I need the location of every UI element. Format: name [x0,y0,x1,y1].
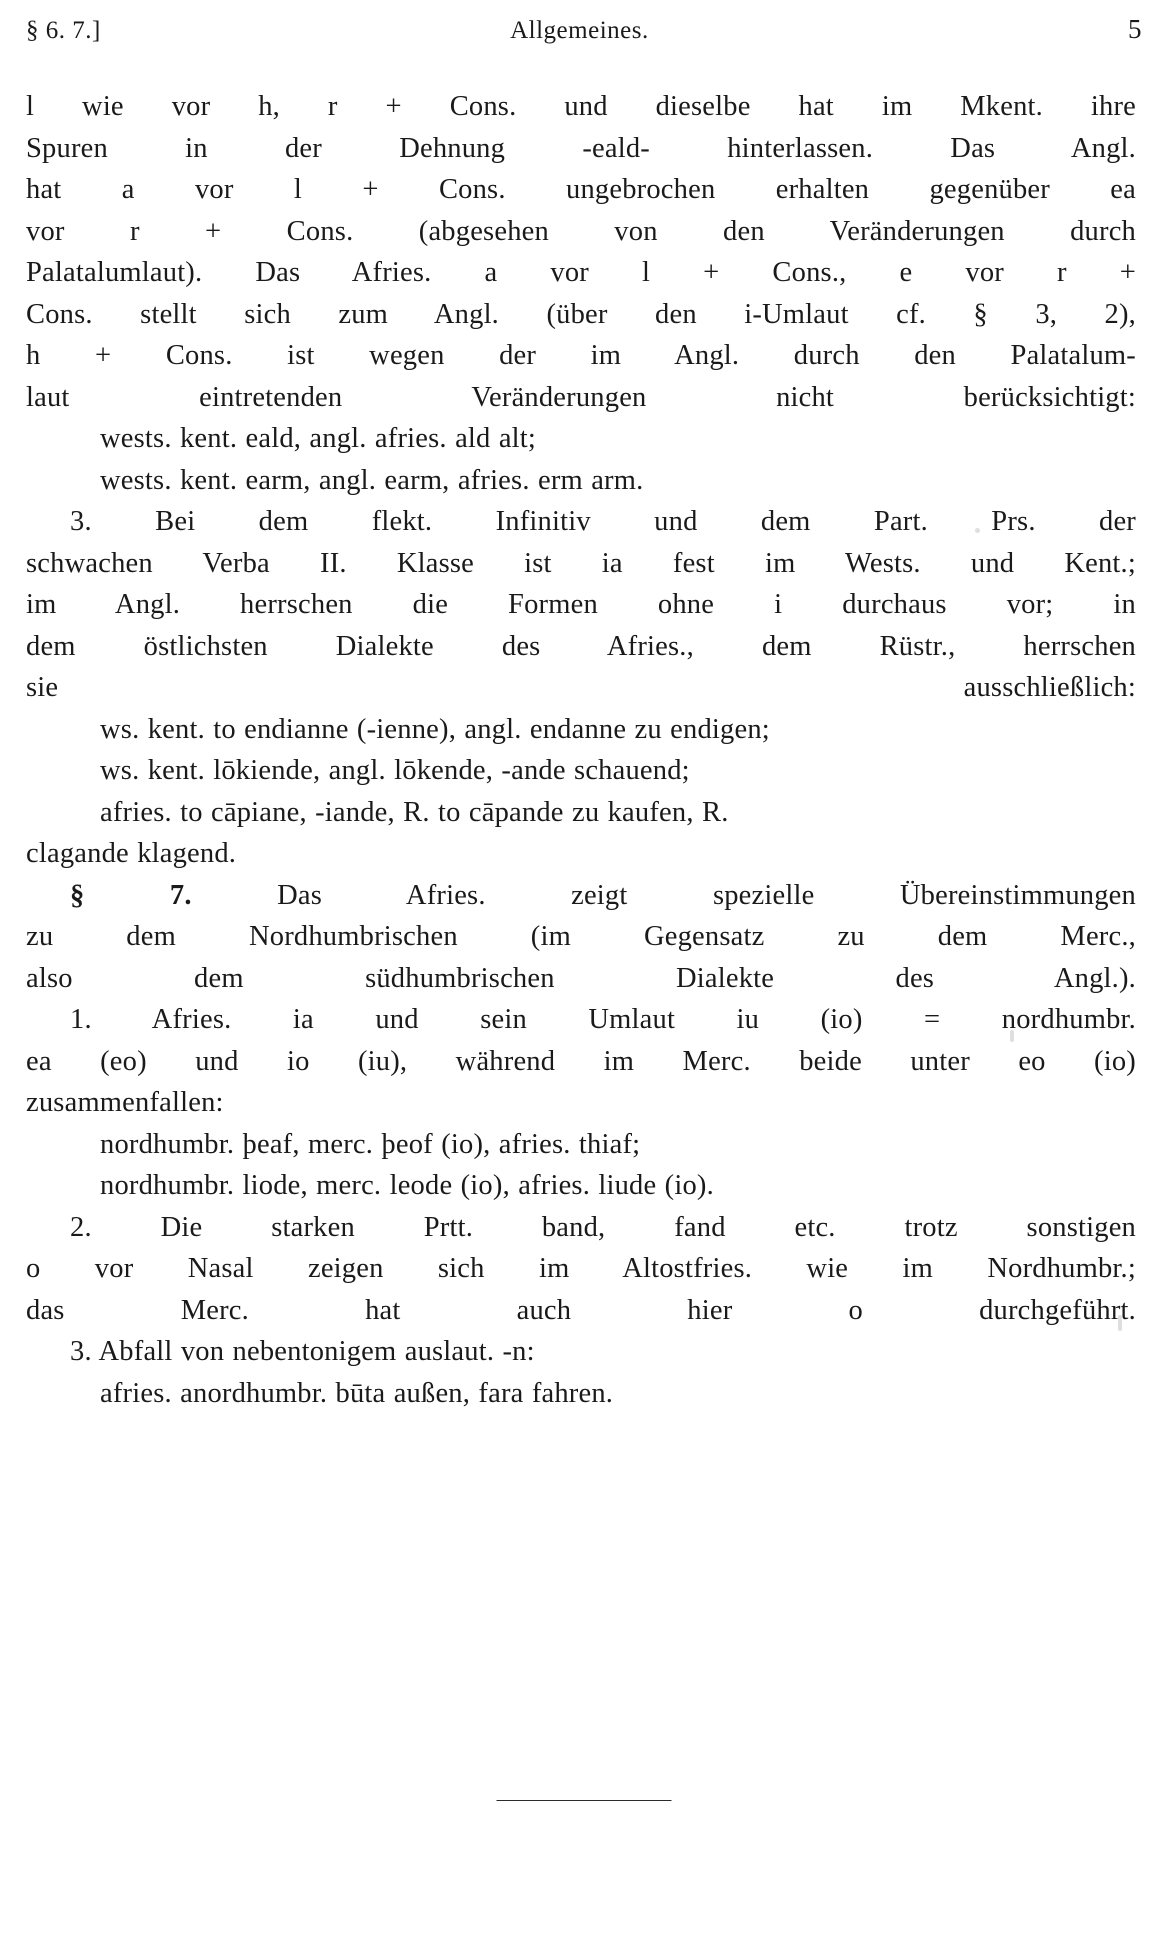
section-marker: § 7. [70,879,192,911]
line: Palatalumlaut). Das Afries. a vor l + Cons., e vor r + [26,257,1136,288]
example-line: nordhumbr. liode, merc. leode (io), afries. liude (io). [100,1170,714,1201]
running-head-title: Allgemeines. [510,17,649,44]
line: Spuren in der Dehnung -eald- hinterlassen. Das Angl. [26,132,1136,164]
line: 2. Die starken Prtt. band, fand etc. trotz sonstigen [70,1211,1136,1243]
example-line: afries. anordhumbr. būta außen, fara fahren. [100,1377,614,1409]
paragraph-continuation [26,86,1136,418]
line: sie ausschließlich: [26,672,1136,703]
page-speck [1010,1030,1014,1042]
line: zu dem Nordhumbrischen (im Gegensatz zu dem Merc., [26,921,1136,952]
paragraph-item-1 [26,999,1136,1124]
page-speck [1118,1315,1122,1331]
line: Cons. stellt sich zum Angl. (über den i-Umlaut cf. § 3, 2), [26,298,1136,330]
paragraph-item-3b [26,1331,1136,1373]
line: im Angl. herrschen die Formen ohne i durchaus vor; in [26,589,1136,620]
running-head [0,14,1168,54]
line: 3. Abfall von nebentonigem auslaut. -n: [70,1336,535,1367]
page-speck [975,528,980,533]
line: ea (eo) und io (iu), während im Merc. beide unter eo (io) [26,1045,1136,1077]
page-body [26,86,1136,1414]
example-block-2 [26,709,1136,834]
line: h + Cons. ist wegen der im Angl. durch den Palatalum- [26,340,1136,371]
section-divider-rule [497,1800,672,1801]
example-line: wests. kent. earm, angl. earm, afries. erm arm. [100,464,644,496]
example-line: ws. kent. lōkiende, angl. lōkende, -ande schauend; [100,755,690,786]
line: vor r + Cons. (abgesehen von den Veränderungen durch [26,215,1136,247]
line: o vor Nasal zeigen sich im Altostfries. wie im Nordhumbr.; [26,1253,1136,1284]
paragraph-item-3 [26,501,1136,709]
example-line: wests. kent. eald, angl. afries. ald alt; [100,423,537,454]
paragraph-item-2 [26,1207,1136,1332]
example-line: nordhumbr. þeaf, merc. þeof (io), afries. thiaf; [100,1128,641,1160]
line: 1. Afries. ia und sein Umlaut iu (io) = nordhumbr. [70,1004,1136,1035]
line: hat a vor l + Cons. ungebrochen erhalten gegenüber ea [26,174,1136,205]
line: dem östlichsten Dialekte des Afries., dem Rüstr., herrschen [26,630,1136,662]
example-line: afries. to cāpiane, -iande, R. to cāpande zu kaufen, R. [100,796,729,828]
line: zusammenfallen: [26,1087,224,1118]
example-block-4 [26,1373,1136,1415]
example-block-3 [26,1124,1136,1207]
line: 3. Bei dem flekt. Infinitiv und dem Part. Prs. der [70,506,1136,537]
line: Das Afries. zeigt spezielle Übereinstimmungen [277,879,1136,911]
line: laut eintretenden Veränderungen nicht berücksichtigt: [26,381,1136,413]
page-number: 5 [1128,14,1142,44]
example-line: clagande klagend. [26,838,237,869]
running-head-section: § 6. 7.] [26,17,101,44]
section-7-paragraph [26,875,1136,1000]
line: also dem südhumbrischen Dialekte des Angl.). [26,962,1136,994]
example-line: ws. kent. to endianne (-ienne), angl. endanne zu endigen; [100,713,770,745]
line: das Merc. hat auch hier o durchgeführt. [26,1294,1136,1326]
example-block-2-runover [26,833,1136,875]
line: schwachen Verba II. Klasse ist ia fest im Wests. und Kent.; [26,547,1136,579]
example-block-1 [26,418,1136,501]
line: l wie vor h, r + Cons. und dieselbe hat im Mkent. ihre [26,91,1136,122]
